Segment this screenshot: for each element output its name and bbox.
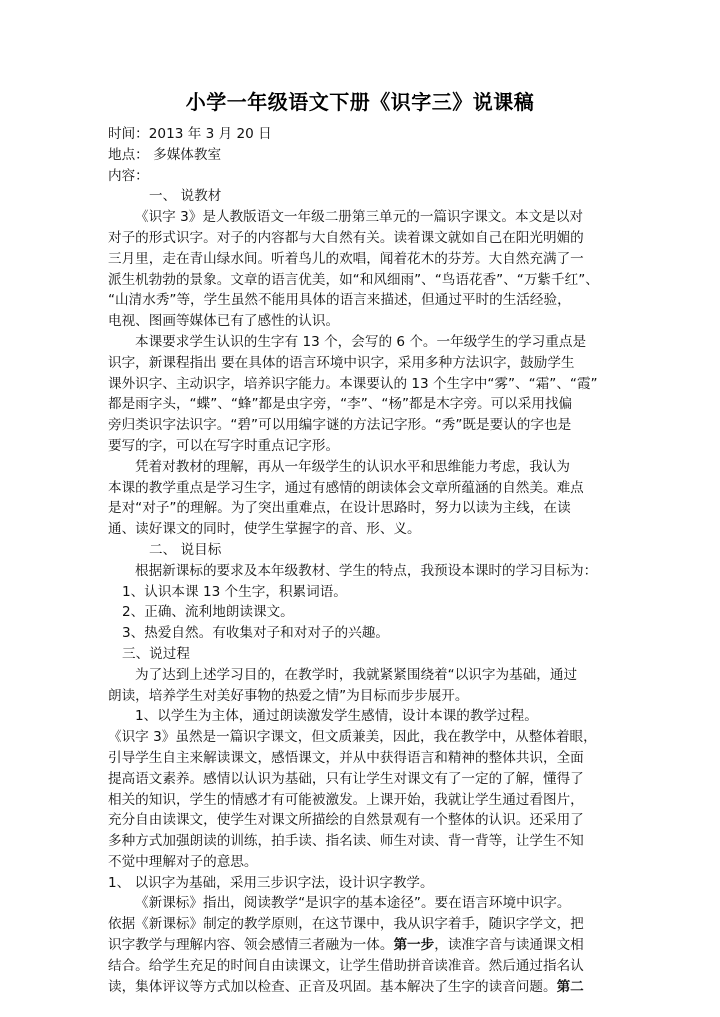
paragraph-line: 提高语文素养。感情以认识为基础，只有让学生对课文有了一定的了解，懂得了 bbox=[108, 770, 584, 787]
document-body bbox=[108, 124, 614, 997]
paragraph-line: 三月里，走在青山绿水间。听着鸟儿的欢唱，闻着花木的芬芳。大自然充满了一 bbox=[108, 250, 584, 267]
section-heading: 三、说过程 bbox=[122, 645, 190, 662]
paragraph-line: 本课要求学生认识的生字有 13 个，会写的 6 个。一年级学生的学习重点是 bbox=[135, 333, 587, 350]
bold-step-label: 第二 bbox=[556, 978, 584, 995]
goal-item: 1、认识本课 13 个生字，积累词语。 bbox=[122, 583, 347, 600]
paragraph-line: 《识字 3》是人教版语文一年级二册第三单元的一篇识字课文。本文是以对 bbox=[135, 209, 583, 226]
goal-item: 2、正确、流利地朗读课文。 bbox=[122, 604, 294, 621]
paragraph-line: 旁归类识字法识字。“碧”可以用编字谜的方法记字形。“秀”既是要认的字也是 bbox=[108, 417, 572, 434]
goals-intro: 根据新课标的要求及本年级教材、学生的特点，我预设本课时的学习目标为： bbox=[135, 562, 598, 579]
paragraph-line bbox=[108, 977, 614, 998]
paragraph-line: 《新课标》指出，阅读教学“是识字的基本途径”。要在语言环境中识字。 bbox=[135, 895, 571, 912]
paragraph-line: 本课的教学重点是学习生字，通过有感情的朗读体会文章所蕴涵的自然美。难点 bbox=[108, 479, 584, 496]
paragraph-line: “山清水秀”等，学生虽然不能用具体的语言来描述，但通过平时的生活经验， bbox=[108, 292, 571, 309]
paragraph-line: 为了达到上述学习目的，在教学时，我就紧紧围绕着“以识字为基础，通过 bbox=[135, 666, 578, 683]
paragraph-line: 电视、图画等媒体已有了感性的认识。 bbox=[108, 313, 340, 330]
paragraph-line: 是对“对子”的理解。为了突出重难点，在设计思路时，努力以读为主线，在读 bbox=[108, 500, 571, 517]
paragraph-line: 通、读好课文的同时，使学生掌握字的音、形、义。 bbox=[108, 521, 421, 538]
paragraph-line: 相关的知识，学生的情感才有可能被激发。上课开始，我就让学生通过看图片， bbox=[108, 791, 584, 808]
paragraph-line: 派生机勃勃的景象。文章的语言优美，如“和风细雨”、“鸟语花香”、“万紫千红”、 bbox=[108, 271, 599, 288]
paragraph-line: 引导学生自主来解读课文，感悟课文，并从中获得语言和精神的整体共识，全面 bbox=[108, 749, 584, 766]
step-title: 1、以学生为主体，通过朗读激发学生感情，设计本课的教学过程。 bbox=[135, 708, 538, 725]
bold-step-label: 第一步 bbox=[393, 937, 435, 954]
paragraph-line: 依据《新课标》制定的教学原则，在这节课中，我从识字着手，随识字学文，把 bbox=[108, 916, 584, 933]
paragraph-text: ，读准字音与读通课文相 bbox=[434, 937, 584, 954]
paragraph-text: 读，集体评议等方式加以检查、正音及巩固。基本解决了生字的读音问题。 bbox=[108, 978, 557, 995]
paragraph-line: 《识字 3》虽然是一篇识字课文，但文质兼美，因此，我在教学中，从整体着眼， bbox=[108, 729, 597, 746]
paragraph-line: 都是雨字头，“蝶”、“蜂”都是虫字旁，“李”、“杨”都是木字旁。可以采用找偏 bbox=[108, 396, 573, 413]
meta-content-label: 内容： bbox=[108, 167, 149, 184]
section-heading: 一、 说教材 bbox=[149, 188, 222, 205]
section-heading: 二、 说目标 bbox=[149, 541, 222, 558]
paragraph-line: 朗读，培养学生对美好事物的热爱之情”为目标而步步展开。 bbox=[108, 687, 469, 704]
paragraph-line: 识字，新课程指出 要在具体的语言环境中识字，采用多种方法识字，鼓励学生 bbox=[108, 354, 575, 371]
paragraph-line: 多种方式加强朗读的训练，拍手读、指名读、师生对读、背一背等，让学生不知 bbox=[108, 833, 584, 850]
meta-time: 时间：2013 年 3 月 20 日 bbox=[108, 126, 272, 142]
paragraph-line: 凭着对教材的理解，再从一年级学生的认识水平和思维能力考虑，我认为 bbox=[135, 458, 570, 475]
goal-item: 3、热爱自然。有收集对子和对对子的兴趣。 bbox=[122, 625, 389, 642]
step-title: 1、 以识字为基础，采用三步识字法，设计识字教学。 bbox=[108, 874, 434, 891]
meta-place: 地点： 多媒体教室 bbox=[108, 146, 222, 163]
paragraph-line: 充分自由读课文，使学生对课文所描绘的自然景观有一个整体的认识。还采用了 bbox=[108, 812, 584, 829]
page-title: 小学一年级语文下册《识字三》说课稿 bbox=[185, 90, 535, 114]
paragraph-line: 结合。给学生充足的时间自由读课文，让学生借助拼音读准音。然后通过指名认 bbox=[108, 957, 584, 974]
paragraph-line: 要写的字，可以在写字时重点记字形。 bbox=[108, 437, 340, 454]
paragraph-text: 识字教学与理解内容、领会感情三者融为一体。 bbox=[108, 937, 394, 954]
paragraph-line: 课外识字、主动识字，培养识字能力。本课要认的 13 个生字中“雾”、“霜”、“霞” bbox=[108, 375, 598, 392]
paragraph-line: 不觉中理解对子的意思。 bbox=[108, 853, 258, 870]
paragraph-line: 对子的形式识字。对子的内容都与大自然有关。读着课文就如自己在阳光明媚的 bbox=[108, 229, 584, 246]
paragraph-line bbox=[108, 935, 614, 956]
